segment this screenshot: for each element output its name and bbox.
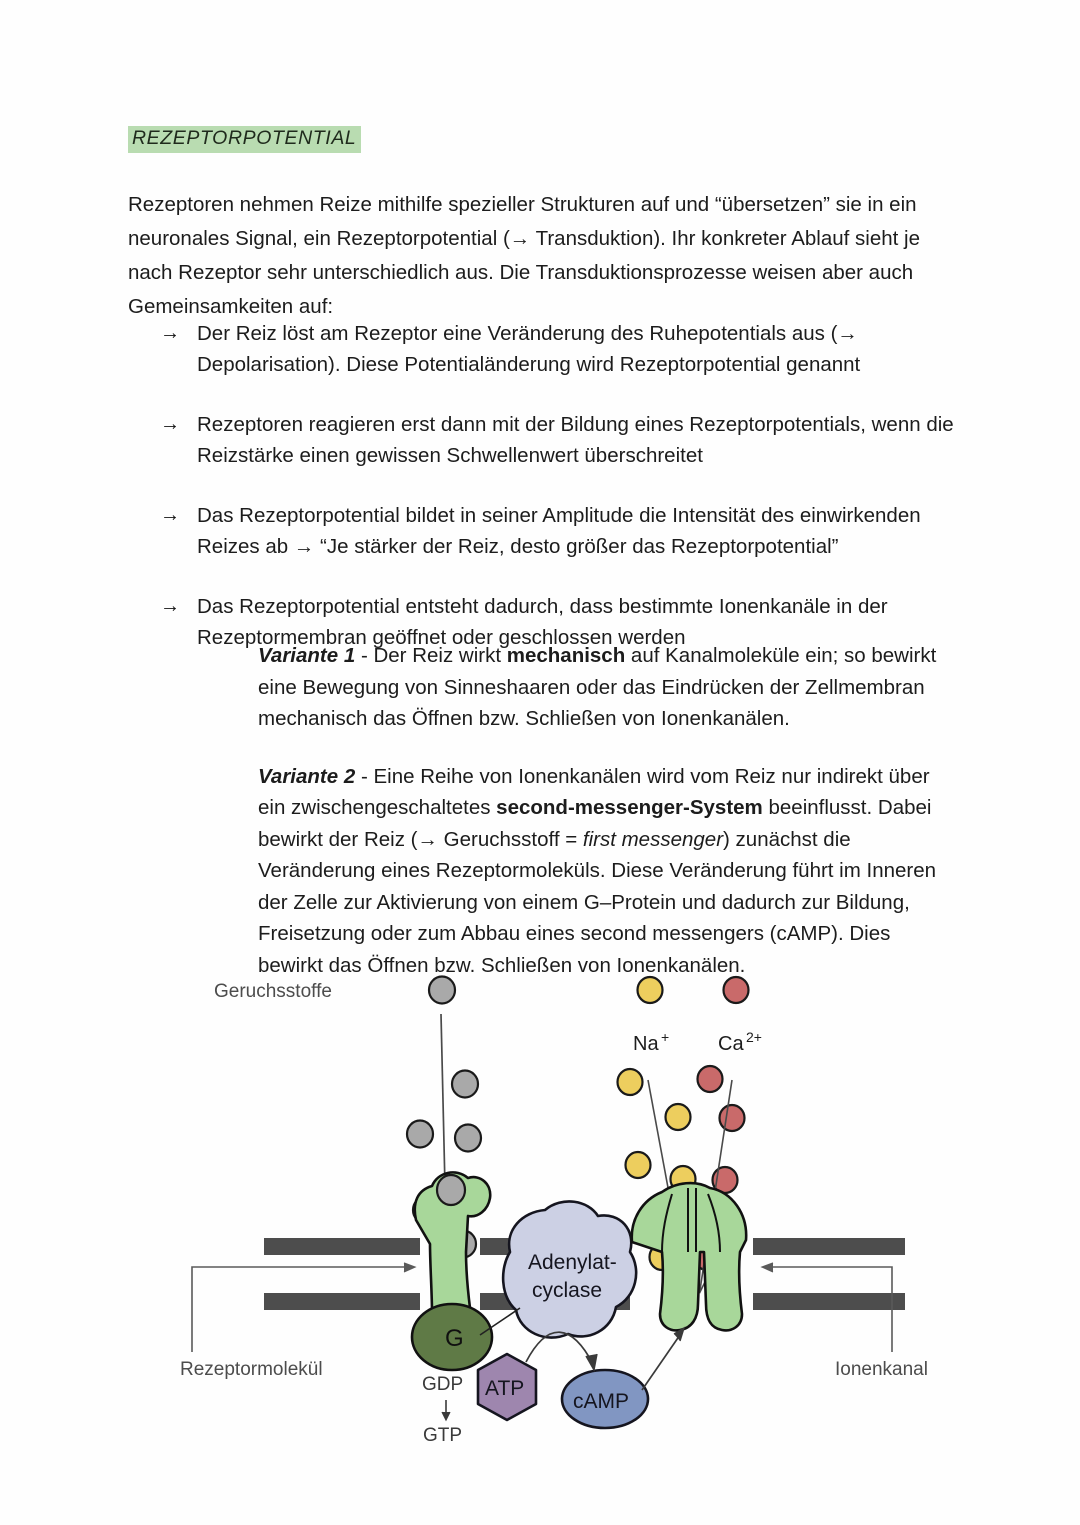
page-title: REZEPTORPOTENTIAL — [128, 126, 361, 153]
calcium-ion-icon — [724, 977, 749, 1003]
ionenkanal-label: Ionenkanal — [835, 1359, 928, 1380]
rezeptormolekuel-label: Rezeptormolekül — [180, 1359, 323, 1380]
atp-to-camp-arrow-icon — [526, 1332, 597, 1370]
bound-odorant-icon — [437, 1175, 465, 1205]
gdp-label: GDP — [422, 1374, 464, 1395]
geruchsstoffe-label: Geruchsstoffe — [214, 981, 332, 1002]
arrow-bullet-icon: → — [160, 504, 180, 526]
membrane-lower-right — [753, 1293, 905, 1310]
camp-molecule-shape — [562, 1370, 648, 1428]
variant-1-bold-term: mechanisch — [506, 644, 626, 667]
sodium-ion-icon — [618, 1069, 643, 1095]
sodium-ion-icon — [626, 1152, 651, 1178]
variant-2-paragraph — [258, 761, 958, 982]
arrow-bullet-icon: → — [160, 322, 180, 344]
list-item-text: Das Rezeptorpotential bildet in seiner Amplitude die Intensität des einwirkenden Reizes ab → “Je stärker der Reiz, desto größer das Rezeptorpotential” — [197, 504, 921, 558]
variant-2-label: Variante 2 — [258, 764, 356, 788]
list-item — [160, 500, 960, 562]
variant-2-italic-term: first messenger — [582, 827, 724, 851]
calcium-label-group — [718, 1029, 762, 1055]
list-item-text: Der Reiz löst am Rezeptor eine Veränderung des Ruhepotentials aus (→ Depolarisation). Diese Potentialänderung wird Rezeptorpotential genannt — [197, 322, 861, 376]
calcium-label: Ca — [718, 1033, 744, 1055]
g-protein-shape — [412, 1304, 492, 1370]
calcium-ion-icon — [720, 1105, 745, 1131]
sodium-ion-icon — [638, 977, 663, 1003]
variant-1-text-part2: auf Kanalmoleküle ein; so bewirkt eine Bewegung von Sinneshaaren oder das Eindrücken der Zellmembran mechanisch das Öffnen bzw. Schließen von Ionenkanälen. — [258, 644, 937, 730]
atp-label: ATP — [485, 1377, 525, 1400]
list-item — [160, 318, 960, 380]
sodium-label: Na — [633, 1033, 659, 1055]
second-messenger-diagram — [180, 952, 970, 1452]
list-item-text: Rezeptoren reagieren erst dann mit der Bildung eines Rezeptorpotentials, wenn die Reizstärke einen gewissen Schwellenwert überschreitet — [197, 413, 954, 467]
calcium-charge-label: 2+ — [746, 1029, 762, 1045]
variant-2-bold-term: second-messenger-System — [496, 796, 763, 819]
variant-2-text-part1: Eine Reihe von Ionenkanälen wird vom Reiz nur indirekt über ein zwischengeschaltetes — [258, 764, 930, 819]
odorant-molecule-icon — [429, 977, 455, 1004]
arrow-bullet-icon: → — [160, 413, 180, 435]
atp-molecule-shape — [478, 1354, 536, 1420]
g-protein-label: G — [445, 1325, 464, 1352]
sodium-charge-label: + — [661, 1029, 670, 1045]
adenylate-cyclase-label-line2: cyclase — [532, 1279, 603, 1302]
gdp-gtp-group — [422, 1374, 463, 1446]
camp-to-channel-arrow-icon — [642, 1328, 684, 1390]
list-item — [160, 409, 960, 471]
variant-1-label: Variante 1 — [258, 644, 356, 667]
adenylate-cyclase-shape — [503, 1201, 636, 1337]
variant-1-dash: - — [355, 644, 374, 667]
intro-paragraph: Rezeptoren nehmen Reize mithilfe spezieller Strukturen auf und “übersetzen” sie in ein neuronales Signal, ein Rezeptorpotential (→ Transduktion). Ihr konkreter Ablauf sieht je nach Rezeptor sehr unterschiedlich aus. Die Transduktionsprozesse weisen aber auch Gemeinsamkeiten auf: — [128, 193, 920, 318]
membrane-upper-left — [264, 1238, 420, 1255]
variant-1-paragraph — [258, 640, 958, 735]
bullet-list — [160, 318, 960, 682]
variant-2-text-part3: ) zunächst die Veränderung eines Rezeptormoleküls. Diese Veränderung führt im Inneren der Zelle zur Aktivierung von einem G–Protein und dadurch zur Bildung, Freisetzung oder zum Abbau eines second messengers (cAMP). Dies bewirkt das Öffnen bzw. Schließen von Ionenkanälen. — [258, 827, 937, 977]
camp-label: cAMP — [573, 1390, 630, 1413]
list-item-text: Das Rezeptorpotential entsteht dadurch, dass bestimmte Ionenkanäle in der Rezeptormembran geöffnet oder geschlossen werden — [197, 595, 888, 649]
adenylate-cyclase-label-line1: Adenylat- — [528, 1251, 617, 1274]
gtp-label: GTP — [423, 1425, 463, 1446]
arrow-bullet-icon: → — [160, 595, 180, 617]
membrane-upper-right — [753, 1238, 905, 1255]
odorant-molecule-icon — [452, 1071, 478, 1098]
membrane-lower-left — [264, 1293, 420, 1310]
variant-1-text-part1: Der Reiz wirkt — [373, 644, 507, 667]
page-title-wrapper — [128, 126, 361, 153]
odorant-molecule-icon — [407, 1121, 433, 1148]
sodium-ion-icon — [666, 1104, 691, 1130]
sodium-label-group — [633, 1029, 669, 1055]
odorant-molecule-icon — [455, 1125, 481, 1152]
variant-2-dash: - — [355, 764, 374, 788]
variant-2-text-part2: beeinflusst. Dabei bewirkt der Reiz (→ Geruchsstoff = — [258, 796, 932, 851]
calcium-ion-icon — [698, 1066, 723, 1092]
